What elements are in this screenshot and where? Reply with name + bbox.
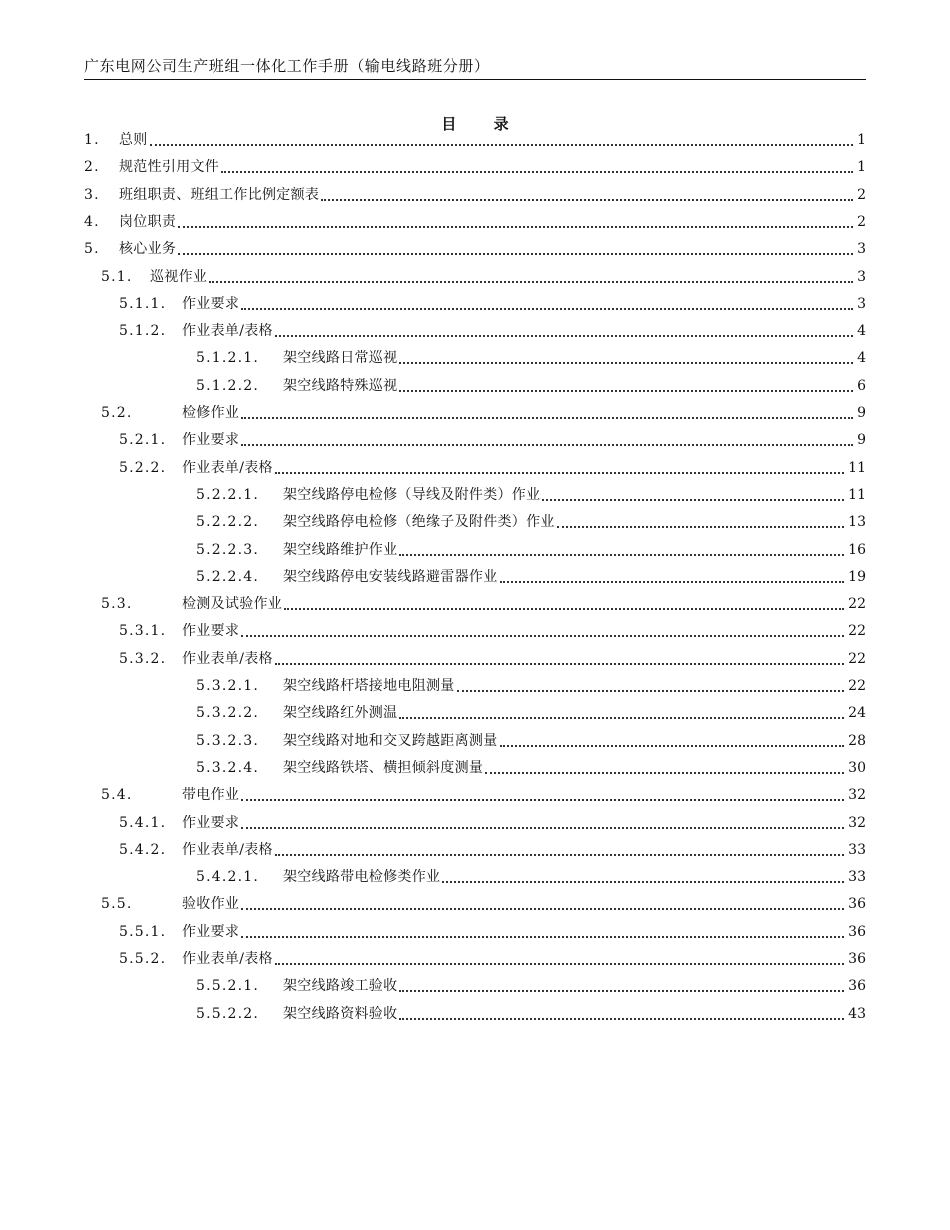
- toc-leader-dots: [241, 827, 844, 829]
- toc-entry-page: 36: [846, 947, 866, 971]
- toc-entry-page: 36: [846, 974, 866, 998]
- toc-leader-dots: [241, 799, 844, 801]
- toc-leader-dots: [221, 171, 853, 173]
- toc-entry-label: 架空线路特殊巡视: [283, 374, 398, 398]
- toc-entry-number: 5.4.: [101, 787, 133, 804]
- toc-entry-page: 22: [846, 647, 866, 671]
- toc-leader-dots: [178, 253, 853, 255]
- toc-entry-label: 作业要求: [182, 428, 240, 452]
- toc-entry-number: 5.2.: [101, 405, 133, 421]
- toc-entry-number: 5.3.2.4.: [196, 759, 260, 776]
- toc-entry-page: 43: [846, 1002, 866, 1026]
- toc-entry-label: 架空线路红外测温: [283, 701, 398, 725]
- toc-leader-dots: [150, 144, 853, 146]
- toc-leader-dots: [457, 690, 844, 692]
- toc-entry-label: 核心业务: [119, 237, 177, 261]
- toc-entry[interactable]: [0, 783, 866, 807]
- toc-leader-dots: [399, 1018, 844, 1020]
- toc-entry-label: 架空线路铁塔、横担倾斜度测量: [283, 756, 484, 780]
- toc-entry[interactable]: [0, 428, 866, 452]
- toc-entry-number: 5.2.2.2.: [196, 514, 260, 531]
- toc-leader-dots: [275, 963, 844, 965]
- toc-entry-number: 5.2.2.: [119, 459, 167, 476]
- toc-entry-label: 作业要求: [182, 619, 240, 643]
- toc-entry-page: 3: [855, 265, 866, 289]
- toc-entry-page: 36: [846, 920, 866, 944]
- toc-entry-label: 作业表单/表格: [182, 319, 274, 343]
- toc-entry-number: 5.1.2.1.: [196, 350, 260, 367]
- toc-entry-number: 5.5.2.: [119, 951, 167, 967]
- toc-entry-label: 检修作业: [182, 401, 240, 425]
- toc-entry[interactable]: [0, 319, 866, 343]
- toc-entry[interactable]: [0, 565, 866, 589]
- toc-entry-label: 架空线路竣工验收: [283, 974, 398, 998]
- toc-entry[interactable]: [0, 510, 866, 534]
- toc-entry[interactable]: [0, 1002, 866, 1026]
- toc-entry-page: 32: [846, 783, 866, 807]
- toc-entry-number: 5.1.2.2.: [196, 377, 260, 394]
- header-title: 广东电网公司生产班组一体化工作手册（输电线路班分册）: [84, 57, 490, 75]
- toc-entry-page: 6: [855, 374, 866, 398]
- toc-entry-page: 22: [846, 592, 866, 616]
- toc-leader-dots: [399, 362, 853, 364]
- toc-entry-number: 5.5.2.2.: [196, 1005, 260, 1022]
- toc-entry-page: 4: [855, 346, 866, 370]
- toc-entry-page: 13: [846, 510, 866, 534]
- toc-entry[interactable]: [0, 456, 866, 480]
- toc-entry[interactable]: [0, 538, 866, 562]
- toc-entry-number: 5.1.2.: [119, 323, 167, 340]
- toc-entry[interactable]: [0, 811, 866, 835]
- toc-leader-dots: [275, 335, 853, 337]
- toc-leader-dots: [399, 990, 844, 992]
- toc-entry-page: 36: [846, 892, 866, 916]
- toc-entry-number: 5.4.2.1.: [196, 869, 260, 886]
- toc-entry-number: 5.5.1.: [119, 923, 167, 940]
- toc-leader-dots: [399, 717, 844, 719]
- toc-leader-dots: [241, 417, 853, 419]
- toc-entry[interactable]: [0, 729, 866, 753]
- toc-entry[interactable]: [0, 674, 866, 698]
- toc-entry-number: 5.2.1.: [119, 432, 167, 449]
- toc-entry-page: 3: [855, 237, 866, 261]
- toc-entry[interactable]: [0, 920, 866, 944]
- toc-entry[interactable]: [0, 183, 866, 207]
- toc-entry-label: 架空线路维护作业: [283, 538, 398, 562]
- toc-leader-dots: [284, 608, 844, 610]
- toc-entry-number: 5.3.2.: [119, 650, 167, 667]
- toc-entry-number: 5.1.1.: [119, 295, 167, 312]
- toc-leader-dots: [241, 635, 844, 637]
- toc-entry[interactable]: [0, 292, 866, 316]
- toc-entry[interactable]: [0, 210, 866, 234]
- toc-entry[interactable]: [0, 265, 866, 289]
- toc-leader-dots: [241, 936, 844, 938]
- toc-leader-dots: [399, 554, 844, 556]
- toc-leader-dots: [542, 499, 844, 501]
- toc-entry[interactable]: [0, 865, 866, 889]
- toc-entry-number: 1.: [84, 132, 100, 148]
- toc-entry-number: 5.3.: [101, 596, 133, 613]
- toc-entry-page: 30: [846, 756, 866, 780]
- toc-leader-dots: [442, 881, 844, 883]
- toc-entry-number: 5.3.2.3.: [196, 732, 260, 749]
- toc-entry-label: 架空线路停电检修（导线及附件类）作业: [283, 483, 541, 507]
- toc-entry-page: 19: [846, 565, 866, 589]
- toc-entry-page: 33: [846, 865, 866, 889]
- toc-entry-label: 作业要求: [182, 920, 240, 944]
- toc-entry-page: 4: [855, 319, 866, 343]
- toc-entry-label: 总则: [119, 128, 149, 152]
- toc-entry[interactable]: [0, 756, 866, 780]
- toc-entry[interactable]: [0, 155, 866, 179]
- toc-entry[interactable]: [0, 237, 866, 261]
- toc-entry-number: 5.3.2.1.: [196, 678, 260, 694]
- toc-entry-page: 1: [855, 155, 866, 179]
- toc-leader-dots: [500, 745, 845, 747]
- toc-entry[interactable]: [0, 374, 866, 398]
- toc-entry[interactable]: [0, 346, 866, 370]
- toc-leader-dots: [557, 526, 844, 528]
- toc-entry-label: 架空线路杆塔接地电阻测量: [283, 674, 456, 698]
- toc-entry-number: 5.3.2.2.: [196, 705, 260, 722]
- toc-entry-number: 5.2.2.4.: [196, 568, 260, 585]
- toc-leader-dots: [321, 199, 853, 201]
- toc-entry[interactable]: [0, 647, 866, 671]
- toc-entry-label: 岗位职责: [119, 210, 177, 234]
- toc-entry[interactable]: [0, 483, 866, 507]
- toc-entry[interactable]: [0, 128, 866, 152]
- toc-entry[interactable]: [0, 892, 866, 916]
- toc-entry-label: 巡视作业: [150, 265, 208, 289]
- toc-entry-label: 作业要求: [182, 292, 240, 316]
- toc-entry-page: 11: [846, 456, 866, 480]
- toc-leader-dots: [275, 663, 844, 665]
- toc-entry-label: 班组职责、班组工作比例定额表: [119, 183, 320, 207]
- toc-entry-number: 5.5.2.1.: [196, 978, 260, 995]
- toc-entry-number: 3.: [84, 186, 100, 203]
- toc-leader-dots: [399, 390, 853, 392]
- toc-entry[interactable]: [0, 619, 866, 643]
- toc-entry[interactable]: [0, 592, 866, 616]
- toc-entry-label: 作业表单/表格: [182, 838, 274, 862]
- toc-entry-label: 架空线路日常巡视: [283, 346, 398, 370]
- toc-leader-dots: [209, 281, 853, 283]
- toc-leader-dots: [500, 581, 845, 583]
- toc-entry-page: 2: [855, 183, 866, 207]
- toc-entry-page: 11: [846, 483, 866, 507]
- toc-entry-page: 1: [855, 128, 866, 152]
- toc-entry-page: 16: [846, 538, 866, 562]
- toc-entry-number: 5.4.1.: [119, 814, 167, 831]
- toc-entry-label: 架空线路资料验收: [283, 1002, 398, 1026]
- toc-entry-label: 作业表单/表格: [182, 456, 274, 480]
- toc-entry-page: 22: [846, 619, 866, 643]
- toc-entry-page: 22: [846, 674, 866, 698]
- toc-entry-number: 5.5.: [101, 896, 133, 913]
- toc-entry-label: 架空线路停电检修（绝缘子及附件类）作业: [283, 510, 556, 534]
- toc-entry-number: 2.: [84, 159, 100, 176]
- toc-entry-page: 24: [846, 701, 866, 725]
- toc-entry-label: 作业要求: [182, 811, 240, 835]
- toc-title: 目 录: [441, 115, 525, 133]
- toc-entry[interactable]: [0, 838, 866, 862]
- toc-leader-dots: [241, 444, 853, 446]
- toc-entry-page: 28: [846, 729, 866, 753]
- toc-entry[interactable]: [0, 401, 866, 425]
- toc-leader-dots: [275, 472, 844, 474]
- toc-entry-number: 4.: [84, 213, 100, 230]
- toc-entry-page: 2: [855, 210, 866, 234]
- toc-entry-number: 5.: [84, 241, 100, 258]
- toc-entry-label: 作业表单/表格: [182, 947, 274, 971]
- toc-entry-label: 架空线路停电安装线路避雷器作业: [283, 565, 499, 589]
- toc-entry-number: 5.2.2.3.: [196, 541, 260, 558]
- toc-entry-number: 5.1.: [101, 268, 133, 285]
- toc-entry-label: 架空线路对地和交叉跨越距离测量: [283, 729, 499, 753]
- toc-entry-label: 架空线路带电检修类作业: [283, 865, 441, 889]
- toc-entry-page: 9: [855, 428, 866, 452]
- toc-entry-label: 验收作业: [182, 892, 240, 916]
- toc-entry[interactable]: [0, 947, 866, 971]
- toc-entry-label: 带电作业: [182, 783, 240, 807]
- toc-entry-page: 33: [846, 838, 866, 862]
- toc-entry-number: 5.2.2.1.: [196, 486, 260, 503]
- toc-leader-dots: [241, 908, 844, 910]
- toc-leader-dots: [275, 854, 844, 856]
- toc-leader-dots: [485, 772, 844, 774]
- toc-entry-number: 5.3.1.: [119, 623, 167, 640]
- toc-entry-label: 检测及试验作业: [182, 592, 283, 616]
- toc-entry-page: 32: [846, 811, 866, 835]
- page-header: [84, 57, 866, 80]
- toc-entry-page: 9: [855, 401, 866, 425]
- toc-entry-label: 规范性引用文件: [119, 155, 220, 179]
- toc-entry[interactable]: [0, 974, 866, 998]
- toc-leader-dots: [241, 308, 853, 310]
- toc-entry-label: 作业表单/表格: [182, 647, 274, 671]
- toc-entry[interactable]: [0, 701, 866, 725]
- toc-entry-page: 3: [855, 292, 866, 316]
- toc-entry-number: 5.4.2.: [119, 841, 167, 858]
- toc-leader-dots: [178, 226, 853, 228]
